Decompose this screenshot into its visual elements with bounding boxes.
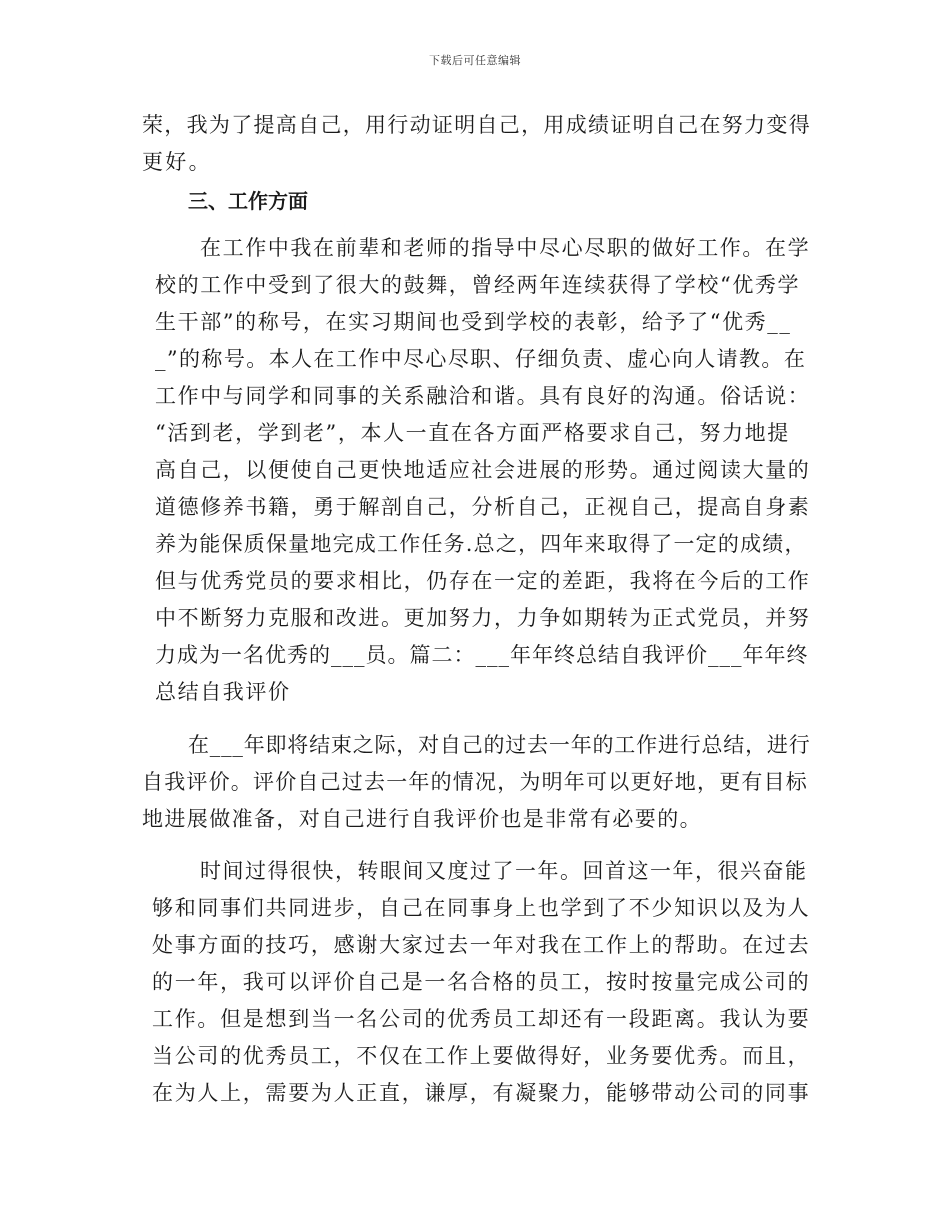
paragraph-line: “活到老，学到老”，本人一直在各方面严格要求自己，努力地提	[155, 421, 790, 445]
paragraph-line: _”的称号。本人在工作中尽心尽职、仔细负责、虚心向人请教。在	[155, 347, 807, 371]
paragraph-line: 道德修养书籍，勇于解剖自己，分析自己，正视自己，提高自身素	[155, 495, 811, 519]
paragraph-line: 力成为一名优秀的___员。篇二：___年年终总结自我评价___年年终	[155, 643, 809, 667]
paragraph-line: 在___年即将结束之际，对自己的过去一年的工作进行总结，进行	[188, 733, 811, 757]
paragraph-line: 养为能保质保量地完成工作任务.总之，四年来取得了一定的成绩，	[155, 532, 807, 556]
paragraph-line: 在为人上，需要为人正直，谦厚，有凝聚力，能够带动公司的同事	[152, 1081, 811, 1105]
paragraph-line: 中不断努力克服和改进。更加努力，力争如期转为正式党员，并努	[155, 606, 811, 630]
paragraph-line: 地进展做准备，对自己进行自我评价也是非常有必要的。	[142, 807, 702, 831]
section-heading: 三、工作方面	[188, 189, 308, 213]
paragraph-line: 荣，我为了提高自己，用行动证明自己，用成绩证明自己在努力变得	[142, 113, 811, 137]
page-header: 下载后可任意编辑	[429, 54, 521, 67]
paragraph-line: 自我评价。评价自己过去一年的情况，为明年可以更好地，更有目标	[142, 770, 808, 794]
paragraph-line: 但与优秀党员的要求相比，仍存在一定的差距，我将在今后的工作	[155, 569, 811, 593]
paragraph-line: 生干部”的称号，在实习期间也受到学校的表彰，给予了“优秀__	[155, 310, 792, 334]
paragraph-line: 更好。	[142, 150, 212, 174]
paragraph-line: 处事方面的技巧，感谢大家过去一年对我在工作上的帮助。在过去	[152, 933, 811, 957]
paragraph-line: 当公司的优秀员工，不仅在工作上要做得好，业务要优秀。而且，	[152, 1044, 811, 1068]
paragraph-line: 在工作中我在前辈和老师的指导中尽心尽职的做好工作。在学	[200, 236, 811, 260]
paragraph-line: 高自己，以便使自己更快地适应社会进展的形势。通过阅读大量的	[155, 458, 811, 482]
paragraph-line: 校的工作中受到了很大的鼓舞，曾经两年连续获得了学校“优秀学	[155, 273, 801, 297]
paragraph-line: 够和同事们共同进步，自己在同事身上也学到了不少知识以及为人	[152, 896, 811, 920]
paragraph-line: 总结自我评价	[155, 680, 291, 704]
paragraph-line: 工作。但是想到当一名公司的优秀员工却还有一段距离。我认为要	[152, 1007, 811, 1031]
paragraph-line: 时间过得很快，转眼间又度过了一年。回首这一年，很兴奋能	[200, 859, 808, 883]
paragraph-line: 工作中与同学和同事的关系融洽和谐。具有良好的沟通。俗话说：	[155, 384, 811, 408]
paragraph-line: 的一年，我可以评价自己是一名合格的员工，按时按量完成公司的	[152, 970, 811, 994]
